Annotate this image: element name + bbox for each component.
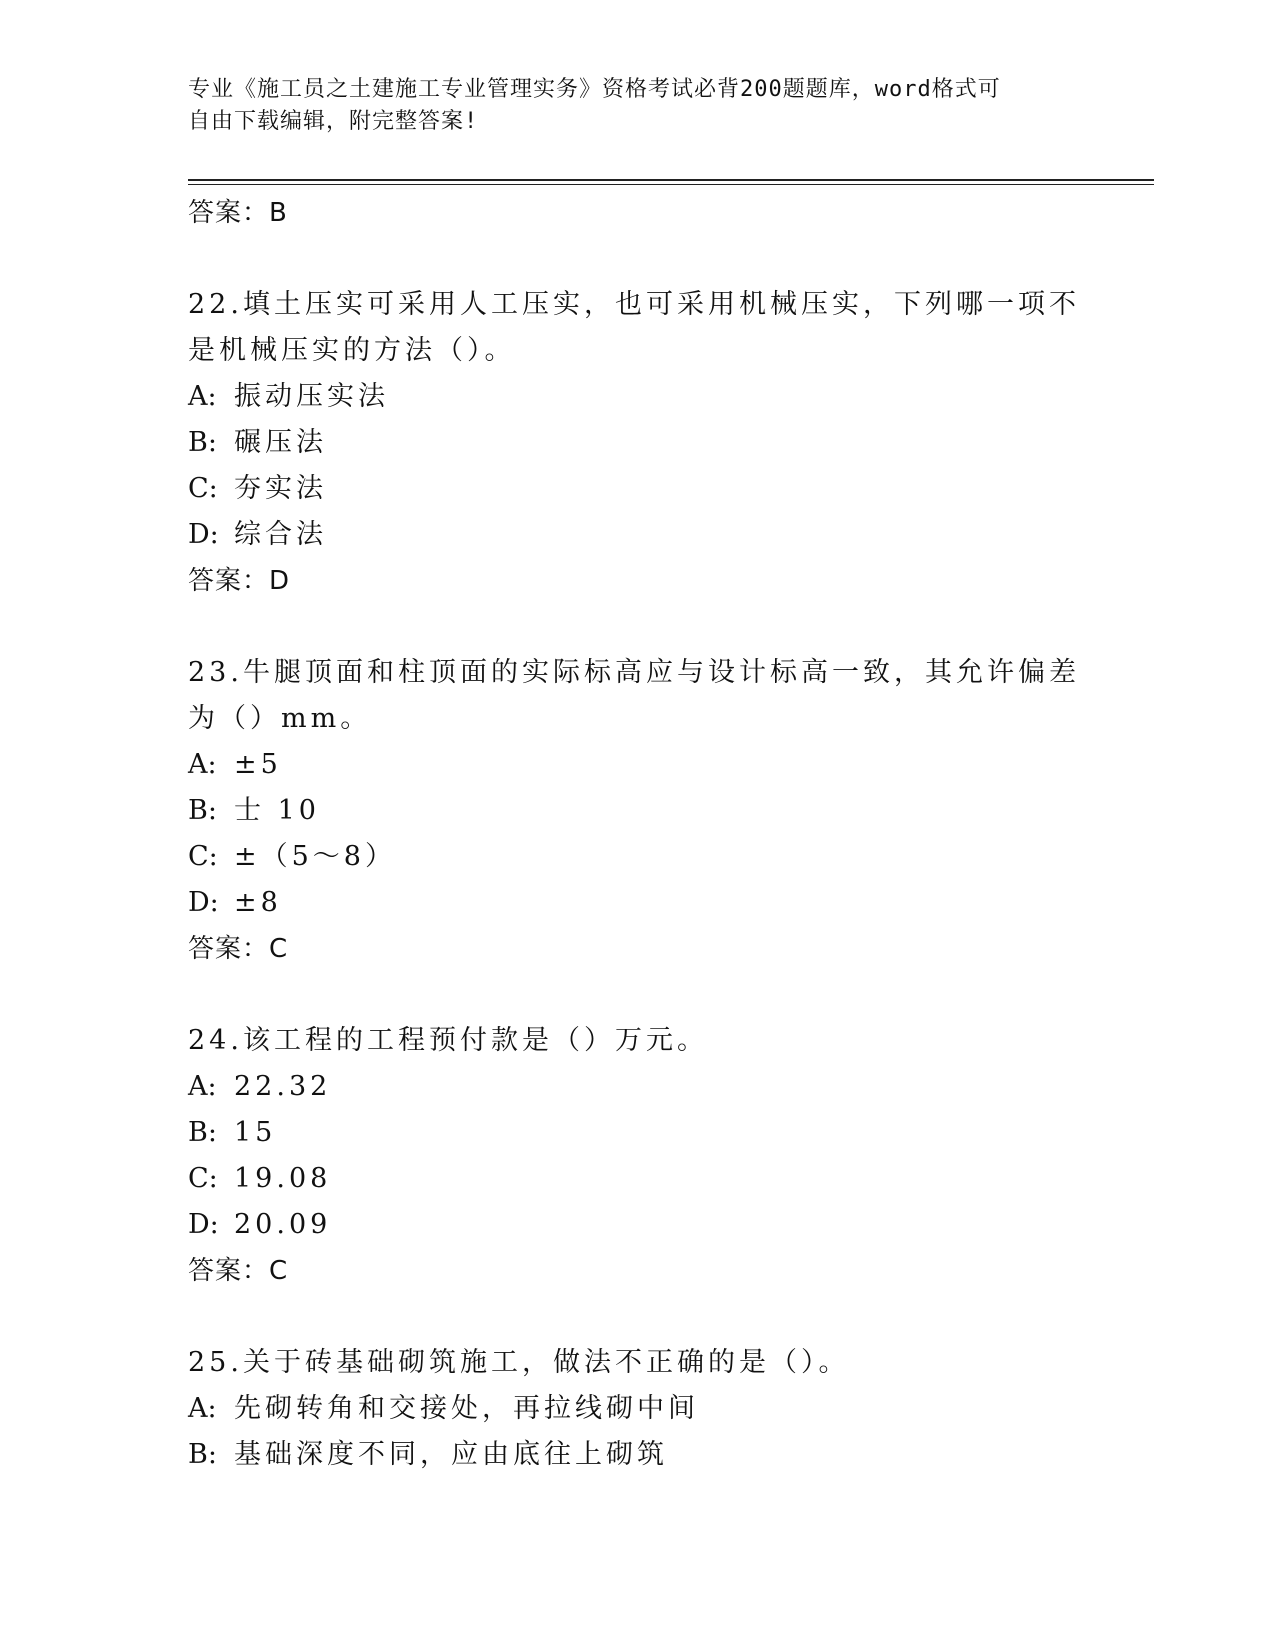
option-b (188, 788, 1088, 834)
option-text: ±（5～8） (234, 841, 396, 872)
question-24 (188, 1018, 1088, 1294)
option-key: B: (188, 795, 217, 826)
option-text: 15 (234, 1117, 277, 1148)
option-key: B: (188, 427, 217, 458)
option-key: C: (188, 841, 218, 872)
option-text: 夯实法 (234, 473, 327, 504)
option-c (188, 834, 1088, 880)
question-text: 24.该工程的工程预付款是（）万元。 (188, 1025, 708, 1056)
option-text: 士 10 (234, 795, 320, 826)
question-23 (188, 650, 1088, 972)
option-key: D: (188, 1209, 219, 1240)
option-a (188, 1386, 1088, 1432)
answer-line: 答案：C (188, 934, 289, 964)
option-a (188, 1064, 1088, 1110)
option-d (188, 1202, 1088, 1248)
option-d (188, 512, 1088, 558)
question-text: 25.关于砖基础砌筑施工，做法不正确的是（）。 (188, 1347, 850, 1378)
option-key: A: (188, 381, 217, 412)
option-key: A: (188, 749, 217, 780)
header-line-1: 专业《施工员之土建施工专业管理实务》资格考试必背200题题库，word格式可 (188, 77, 1001, 102)
option-key: A: (188, 1071, 217, 1102)
option-b (188, 1110, 1088, 1156)
option-text: 20.09 (234, 1209, 332, 1240)
option-text: 基础深度不同，应由底往上砌筑 (234, 1439, 668, 1470)
option-text: 碾压法 (234, 427, 327, 458)
option-key: C: (188, 473, 218, 504)
option-key: B: (188, 1439, 217, 1470)
option-text: ±5 (234, 749, 282, 780)
option-text: 22.32 (234, 1071, 332, 1102)
option-b (188, 420, 1088, 466)
option-text: 先砌转角和交接处，再拉线砌中间 (234, 1393, 699, 1424)
question-text: 22.填土压实可采用人工压实，也可采用机械压实，下列哪一项不是机械压实的方法（）。 (188, 289, 1080, 366)
option-a (188, 742, 1088, 788)
option-text: 振动压实法 (234, 381, 389, 412)
document-header (188, 74, 1088, 138)
answer-line: 答案：C (188, 1256, 289, 1286)
question-text: 23.牛腿顶面和柱顶面的实际标高应与设计标高一致，其允许偏差为（）mm。 (188, 657, 1080, 734)
question-25 (188, 1340, 1088, 1478)
option-b (188, 1432, 1088, 1478)
option-key: B: (188, 1117, 217, 1148)
option-key: A: (188, 1393, 217, 1424)
option-key: D: (188, 519, 219, 550)
option-text: 综合法 (234, 519, 327, 550)
option-text: ±8 (234, 887, 282, 918)
question-list (188, 190, 1088, 1524)
option-c (188, 466, 1088, 512)
option-key: C: (188, 1163, 218, 1194)
option-text: 19.08 (234, 1163, 332, 1194)
option-d (188, 880, 1088, 926)
answer-line: 答案：B (188, 198, 288, 228)
option-key: D: (188, 887, 219, 918)
header-line-2: 自由下载编辑，附完整答案! (188, 109, 479, 134)
header-divider-thin (188, 184, 1154, 185)
question-22 (188, 282, 1088, 604)
header-divider-thick (188, 179, 1154, 181)
option-a (188, 374, 1088, 420)
option-c (188, 1156, 1088, 1202)
answer-line: 答案：D (188, 566, 291, 596)
